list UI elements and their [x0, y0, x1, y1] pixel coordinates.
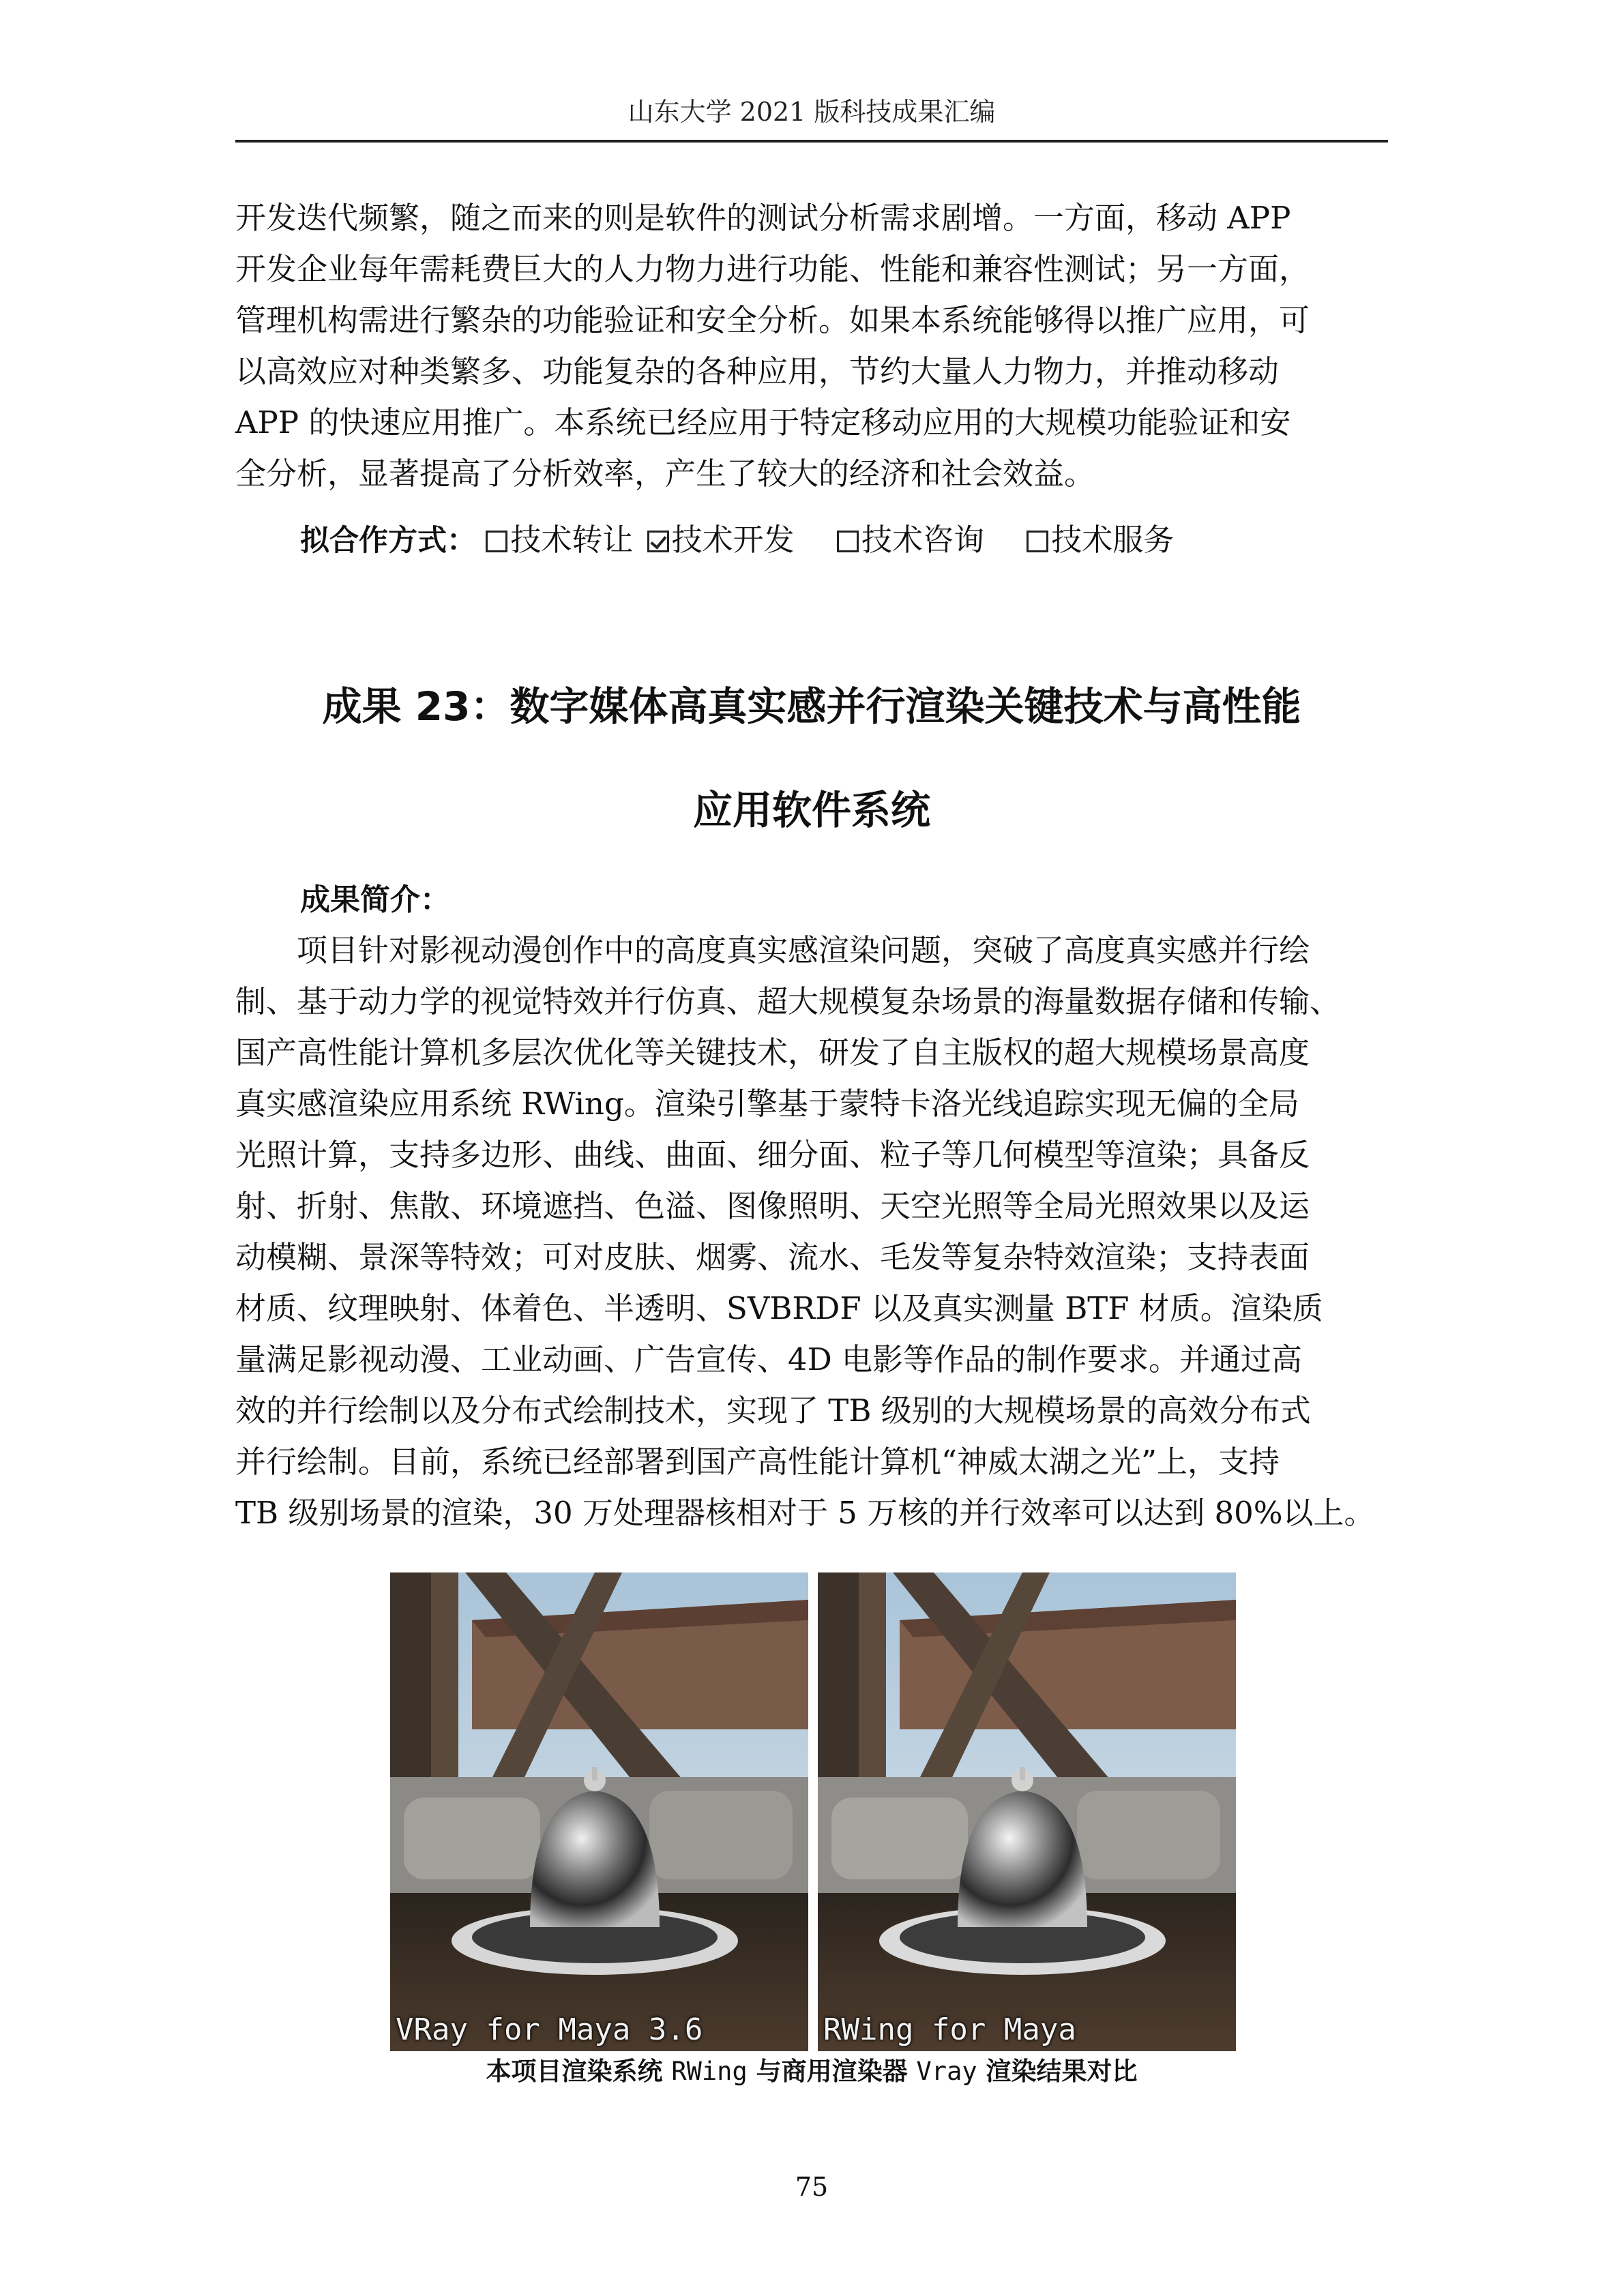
unchecked-box-icon	[1027, 531, 1048, 552]
checked-box-icon	[647, 531, 669, 552]
text-line: 以高效应对种类繁多、功能复杂的各种应用，节约大量人力物力，并推动移动	[235, 353, 1280, 389]
text-line: TB 级别场景的渲染，30 万处理器核相对于 5 万核的并行效率可以达到 80%以上。	[235, 1495, 1375, 1531]
caption-rwing: RWing	[671, 2057, 748, 2086]
text-line: 并行绘制。目前，系统已经部署到国产高性能计算机“神威太湖之光”上，支持	[235, 1444, 1280, 1480]
text-line: 国产高性能计算机多层次优化等关键技术，研发了自主版权的超大规模场景高度	[235, 1034, 1310, 1071]
text-line: 材质、纹理映射、体着色、半透明、SVBRDF 以及真实测量 BTF 材质。渲染质	[235, 1290, 1323, 1326]
achievement-title-line-1: 成果 23：数字媒体高真实感并行渲染关键技术与高性能	[322, 683, 1301, 730]
option-label: 技术服务	[1051, 522, 1175, 558]
text-line: 效的并行绘制以及分布式绘制技术，实现了 TB 级别的大规模场景的高效分布式	[235, 1392, 1311, 1429]
option-label: 技术开发	[671, 522, 795, 558]
achievement-title-line-2: 应用软件系统	[692, 787, 930, 833]
cooperation-label: 拟合作方式：	[300, 524, 476, 558]
text-line: 光照计算，支持多边形、曲线、曲面、细分面、粒子等几何模型等渲染；具备反	[235, 1137, 1310, 1173]
option-tech-transfer	[486, 522, 643, 558]
figure-caption	[235, 2053, 1388, 2091]
text-line: 真实感渲染应用系统 RWing。渲染引擎基于蒙特卡洛光线追踪实现无偏的全局	[235, 1086, 1299, 1122]
summary-heading: 成果简介：	[300, 882, 450, 917]
page-number: 75	[795, 2172, 829, 2202]
text-line: 射、折射、焦散、环境遮挡、色溢、图像照明、天空光照等全局光照效果以及运	[235, 1188, 1310, 1224]
vray-render-image	[390, 1572, 808, 2051]
header-rule	[235, 140, 1388, 143]
unchecked-box-icon	[837, 531, 859, 552]
caption-vray: Vray	[916, 2057, 977, 2086]
cooperation-options	[300, 514, 1207, 567]
render-scene-illustration	[818, 1572, 1236, 2051]
text-line: 量满足影视动漫、工业动画、广告宣传、4D 电影等作品的制作要求。并通过高	[235, 1341, 1303, 1377]
text-line: 全分析，显著提高了分析效率，产生了较大的经济和社会效益。	[235, 456, 1095, 492]
running-header: 山东大学 2021 版科技成果汇编	[628, 97, 996, 127]
text-line: 管理机构需进行繁杂的功能验证和安全分析。如果本系统能够得以推广应用，可	[235, 302, 1310, 338]
text-line: APP 的快速应用推广。本系统已经应用于特定移动应用的大规模功能验证和安	[235, 404, 1291, 441]
option-tech-consulting	[837, 522, 994, 558]
option-label: 技术转让	[510, 522, 634, 558]
rwing-label: RWing for Maya	[823, 2012, 1076, 2047]
text-line: 开发迭代频繁，随之而来的则是软件的测试分析需求剧增。一方面，移动 APP	[235, 200, 1291, 236]
option-label: 技术咨询	[861, 522, 984, 558]
render-scene-illustration	[390, 1572, 808, 2051]
text-line: 制、基于动力学的视觉特效并行仿真、超大规模复杂场景的海量数据存储和传输、	[235, 983, 1341, 1019]
text-line: 开发企业每年需耗费巨大的人力物力进行功能、性能和兼容性测试；另一方面，	[235, 251, 1310, 287]
unchecked-box-icon	[486, 531, 507, 552]
option-tech-development	[647, 522, 804, 558]
intro-paragraph	[235, 192, 1388, 499]
caption-text: 与商用渲染器	[747, 2057, 917, 2086]
render-comparison-figure	[390, 1572, 1236, 2051]
option-tech-service	[1027, 522, 1174, 558]
summary-paragraph	[235, 925, 1388, 1538]
caption-text: 本项目渲染系统	[486, 2057, 672, 2086]
rwing-render-image	[818, 1572, 1236, 2051]
caption-text: 渲染结果对比	[977, 2057, 1138, 2086]
text-line: 项目针对影视动漫创作中的高度真实感渲染问题，突破了高度真实感并行绘	[235, 932, 1310, 968]
text-line: 动模糊、景深等特效；可对皮肤、烟雾、流水、毛发等复杂特效渲染；支持表面	[235, 1239, 1310, 1275]
vray-label: VRay for Maya 3.6	[396, 2012, 703, 2047]
